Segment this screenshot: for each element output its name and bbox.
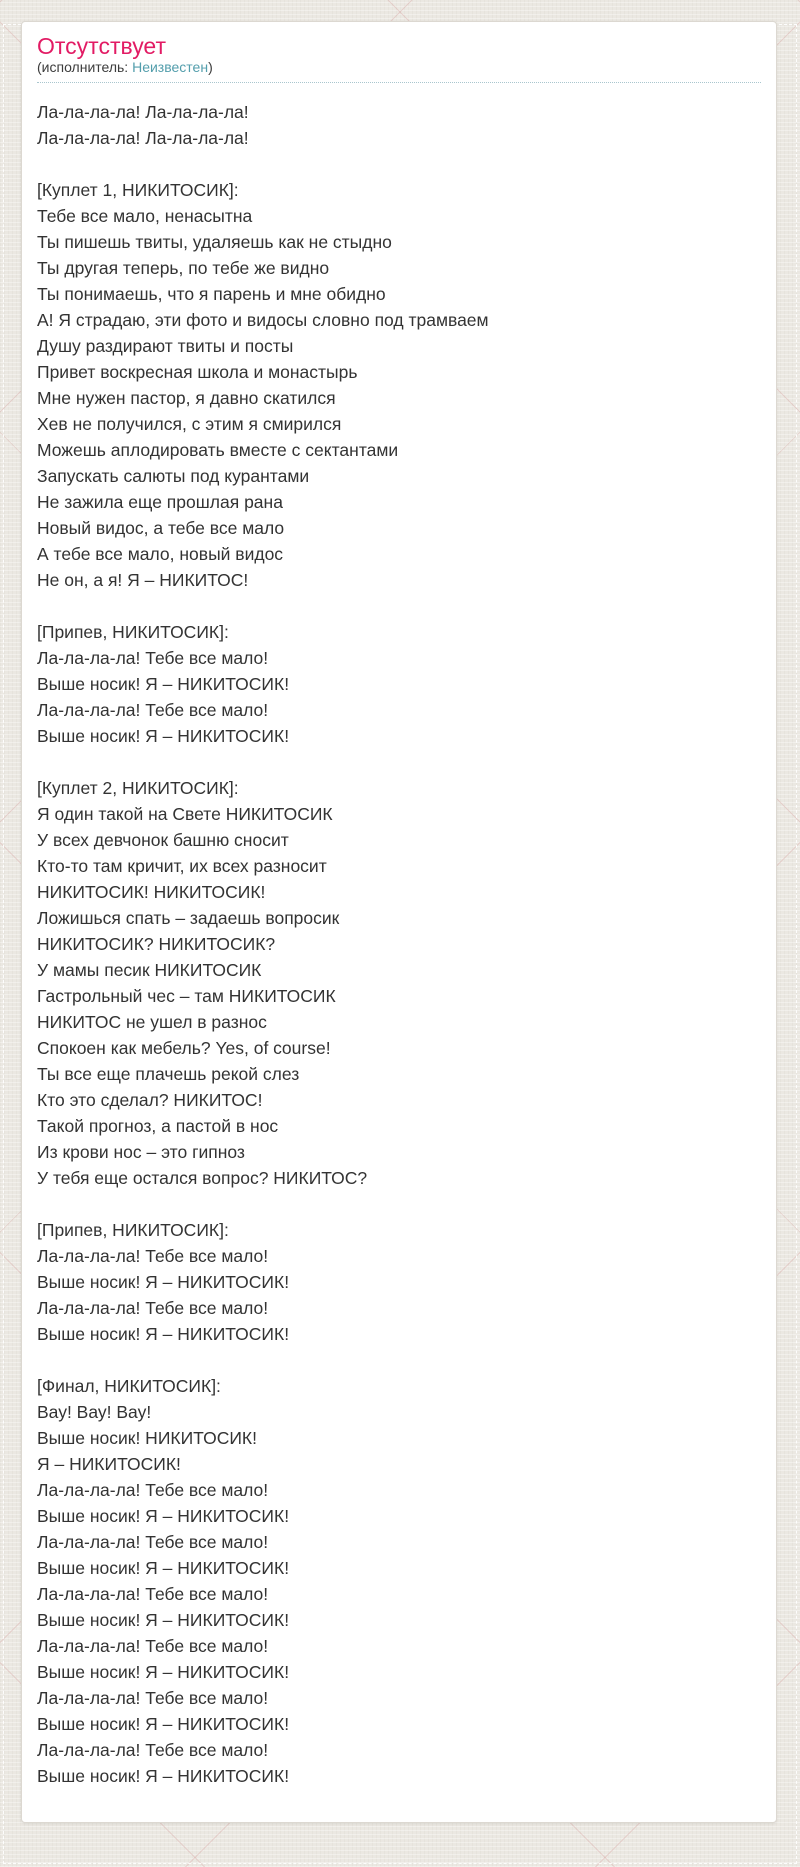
lyric-line: Запускать салюты под курантами [37,466,310,486]
lyric-line: Ла-ла-ла-ла! Тебе все мало! [37,1298,269,1318]
lyric-line: [Припев, НИКИТОСИК]: [37,1220,229,1240]
lyric-line: Гастрольный чес – там НИКИТОСИК [37,986,336,1006]
lyric-line: Выше носик! НИКИТОСИК! [37,1428,257,1448]
lyric-line: Кто это сделал? НИКИТОС! [37,1090,263,1110]
lyric-line: Ла-ла-ла-ла! Тебе все мало! [37,1246,269,1266]
lyric-line: Ла-ла-ла-ла! Тебе все мало! [37,1688,269,1708]
dotted-separator [37,75,761,83]
lyric-line: Ты понимаешь, что я парень и мне обидно [37,284,386,304]
lyric-line: У всех девчонок башню сносит [37,830,289,850]
lyric-line: У тебя еще остался вопрос? НИКИТОС? [37,1168,368,1188]
lyric-line: Не зажила еще прошлая рана [37,492,283,512]
lyric-line: Ла-ла-ла-ла! Тебе все мало! [37,700,269,720]
lyric-line: [Куплет 1, НИКИТОСИК]: [37,180,239,200]
lyric-line: Новый видос, а тебе все мало [37,518,285,538]
lyric-line: Я – НИКИТОСИК! [37,1454,181,1474]
lyric-line: Мне нужен пастор, я давно скатился [37,388,336,408]
lyric-line: Тебе все мало, ненасытна [37,206,253,226]
lyric-line: Ты все еще плачешь рекой слез [37,1064,300,1084]
lyric-line: [Финал, НИКИТОСИК]: [37,1376,221,1396]
lyric-line: Ла-ла-ла-ла! Тебе все мало! [37,1480,269,1500]
artist-prefix-label: (исполнитель: [37,59,133,75]
lyrics-card [21,21,777,1823]
lyric-line: А! Я страдаю, эти фото и видосы словно под трамваем [37,310,489,330]
lyric-line: Кто-то там кричит, их всех разносит [37,856,327,876]
lyric-line: Выше носик! Я – НИКИТОСИК! [37,1506,290,1526]
lyric-line [37,749,761,775]
lyric-line: [Куплет 2, НИКИТОСИК]: [37,778,239,798]
lyric-line: Ла-ла-ла-ла! Тебе все мало! [37,1740,269,1760]
lyric-line: Я один такой на Свете НИКИТОСИК [37,804,333,824]
lyric-line [37,151,761,177]
lyric-line: НИКИТОСИК! НИКИТОСИК! [37,882,266,902]
artist-line [37,59,761,75]
lyric-line: Такой прогноз, а пастой в нос [37,1116,279,1136]
lyric-line: Ты пишешь твиты, удаляешь как не стыдно [37,232,392,252]
lyric-line: Ла-ла-ла-ла! Тебе все мало! [37,1636,269,1656]
lyric-line: Из крови нос – это гипноз [37,1142,245,1162]
page-background [0,21,800,1867]
lyric-line [37,1191,761,1217]
artist-link[interactable]: Неизвестен [132,59,209,75]
lyric-line: Душу раздирают твиты и посты [37,336,294,356]
lyric-line: Хев не получился, с этим я смирился [37,414,342,434]
lyric-line: Выше носик! Я – НИКИТОСИК! [37,1662,290,1682]
lyric-line: Спокоен как мебель? Yes, of course! [37,1038,331,1058]
song-title: Отсутствует [37,33,166,59]
lyric-line: А тебе все мало, новый видос [37,544,284,564]
lyric-line [37,593,761,619]
lyric-line: Выше носик! Я – НИКИТОСИК! [37,1610,290,1630]
lyric-line: НИКИТОС не ушел в разнос [37,1012,267,1032]
artist-suffix-label: ) [208,59,213,75]
lyric-line: Выше носик! Я – НИКИТОСИК! [37,726,290,746]
lyrics-text [37,99,761,1789]
lyric-line: Выше носик! Я – НИКИТОСИК! [37,1766,290,1786]
lyric-line: Ла-ла-ла-ла! Тебе все мало! [37,1584,269,1604]
lyric-line: У мамы песик НИКИТОСИК [37,960,262,980]
lyric-line: Ла-ла-ла-ла! Тебе все мало! [37,1532,269,1552]
lyric-line: Не он, а я! Я – НИКИТОС! [37,570,249,590]
lyric-line: НИКИТОСИК? НИКИТОСИК? [37,934,276,954]
lyric-line: Ложишься спать – задаешь вопросик [37,908,340,928]
lyric-line: Выше носик! Я – НИКИТОСИК! [37,1324,290,1344]
lyric-line: Ты другая теперь, по тебе же видно [37,258,330,278]
lyric-line: Выше носик! Я – НИКИТОСИК! [37,1558,290,1578]
lyric-line: Выше носик! Я – НИКИТОСИК! [37,674,290,694]
lyric-line: Ла-ла-ла-ла! Ла-ла-ла-ла! [37,128,249,148]
lyric-line: Выше носик! Я – НИКИТОСИК! [37,1272,290,1292]
lyric-line: Ла-ла-ла-ла! Тебе все мало! [37,648,269,668]
lyric-line: [Припев, НИКИТОСИК]: [37,622,229,642]
lyric-line: Ла-ла-ла-ла! Ла-ла-ла-ла! [37,102,249,122]
lyric-line: Вау! Вау! Вау! [37,1402,152,1422]
lyric-line: Привет воскресная школа и монастырь [37,362,358,382]
lyric-line: Выше носик! Я – НИКИТОСИК! [37,1714,290,1734]
lyric-line [37,1347,761,1373]
lyric-line: Можешь аплодировать вместе с сектантами [37,440,399,460]
